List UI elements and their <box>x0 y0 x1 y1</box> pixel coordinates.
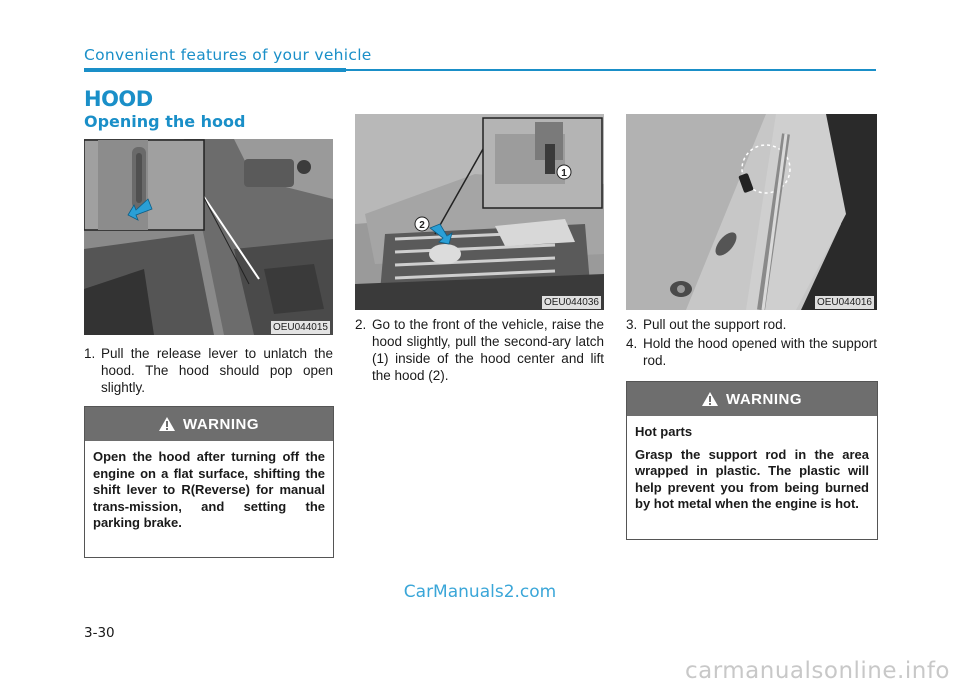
warning-title: WARNING <box>183 415 259 433</box>
step-text: Go to the front of the vehicle, raise the hood slightly, pull the second-ary latch (1) inside of the hood center and lift the hood (2). <box>372 317 604 383</box>
step-number: 1. <box>84 346 96 361</box>
header-rule <box>346 69 876 71</box>
figure-code: OEU044015 <box>272 322 328 333</box>
section-title: Convenient features of your vehicle <box>84 46 372 64</box>
warning-header <box>627 382 877 416</box>
warning-body <box>627 416 877 513</box>
warning-text: Grasp the support rod in the area wrapped in plastic. The plastic will help prevent you from being burned by hot metal when the engine is hot. <box>635 446 869 511</box>
warning-title: WARNING <box>726 390 802 408</box>
warning-header <box>85 407 333 441</box>
warning-triangle-icon <box>159 417 175 431</box>
callout-2-label: 2 <box>419 220 425 231</box>
sub-heading: Opening the hood <box>84 112 246 131</box>
callout-2 <box>415 217 429 231</box>
footer-site-watermark: carmanualsonline.info <box>684 658 950 684</box>
figure-release-lever <box>84 139 333 335</box>
page-heading: HOOD <box>84 87 153 111</box>
step-3 <box>626 316 877 333</box>
watermark-link[interactable]: CarManuals2.com <box>403 582 557 602</box>
warning-triangle-icon <box>702 392 718 406</box>
release-lever-illustration <box>84 139 333 335</box>
step-4 <box>626 335 877 369</box>
step-text: Pull the release lever to unlatch the hood. The hood should pop open slightly. <box>101 346 333 395</box>
page-number: 3-30 <box>84 625 115 641</box>
step-1 <box>84 345 333 396</box>
warning-subtitle: Hot parts <box>635 424 693 439</box>
step-text: Hold the hood opened with the support rod. <box>643 336 877 368</box>
support-rod-illustration <box>626 114 877 310</box>
step-number: 3. <box>626 317 638 332</box>
warning-text: Open the hood after turning off the engine on a flat surface, shifting the shift lever to R(Reverse) for manual trans-mission, and setting the parking brake. <box>93 449 325 530</box>
step-number: 4. <box>626 336 638 351</box>
step-number: 2. <box>355 317 367 332</box>
warning-box-parking <box>84 406 334 558</box>
figure-code: OEU044016 <box>816 297 872 308</box>
warning-body <box>85 441 333 532</box>
step-2 <box>355 316 604 384</box>
callout-1 <box>557 165 571 179</box>
header-rule-accent <box>84 68 346 72</box>
step-text: Pull out the support rod. <box>643 317 787 332</box>
vehicle-front-illustration <box>355 114 604 310</box>
callout-1-label: 1 <box>561 168 567 179</box>
figure-code: OEU044036 <box>543 297 599 308</box>
figure-secondary-latch <box>355 114 604 310</box>
warning-box-hot-parts <box>626 381 878 540</box>
figure-support-rod <box>626 114 877 310</box>
